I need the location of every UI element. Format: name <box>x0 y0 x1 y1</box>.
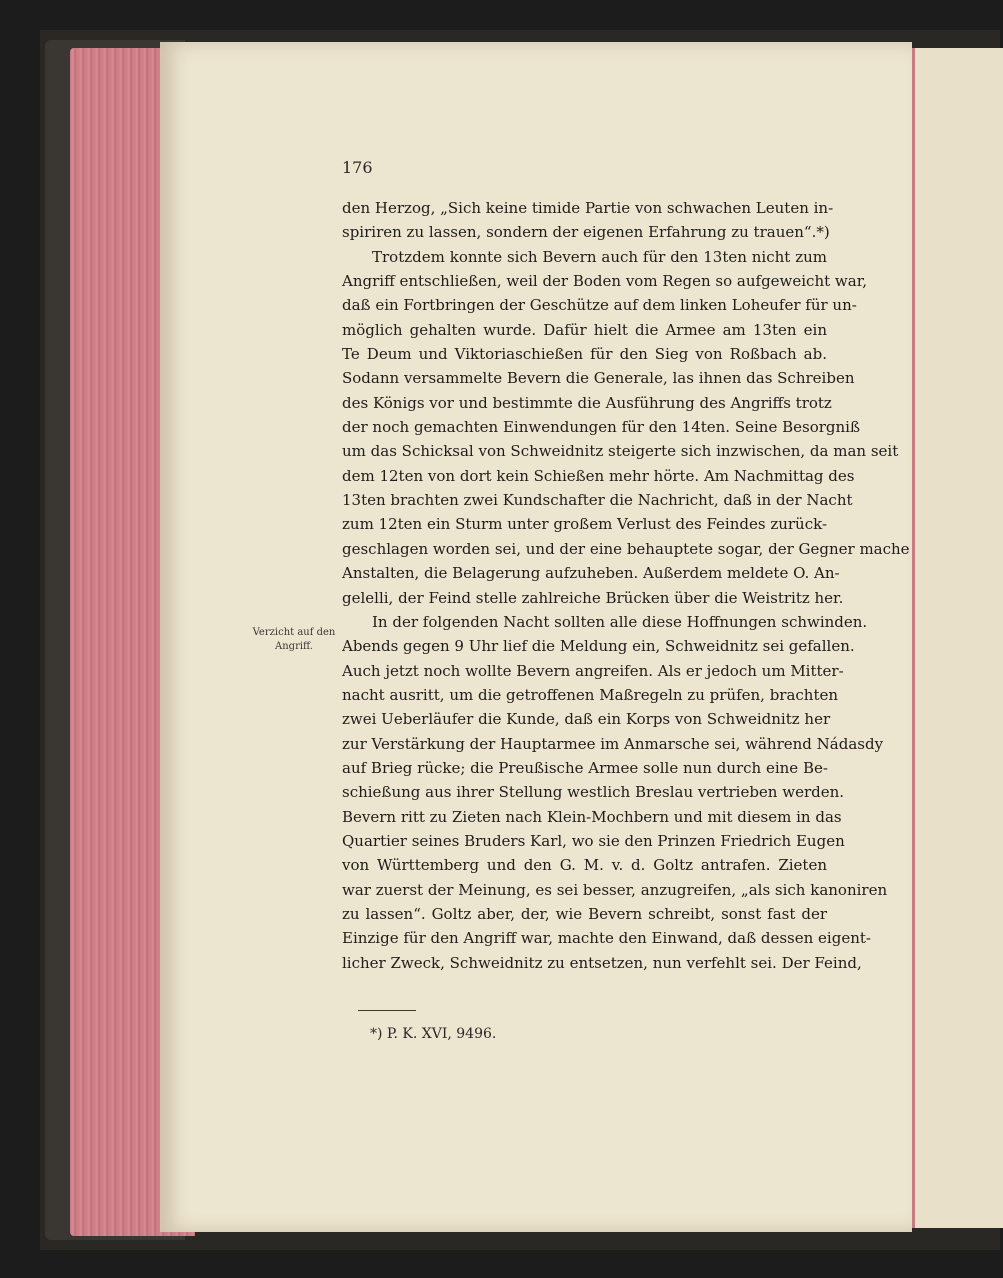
text-line: Anstalten, die Belagerung aufzuheben. Außerdem meldete O. An- <box>342 564 840 583</box>
text-line: Trotzdem konnte sich Bevern auch für den 13ten nicht zum <box>372 247 827 266</box>
text-line: zu lassen“. Goltz aber, der, wie Bevern schreibt, sonst fast der <box>342 904 827 923</box>
footnote: *) P. K. XVI, 9496. <box>370 1026 497 1042</box>
text-line: war zuerst der Meinung, es sei besser, anzugreifen, „als sich kanoniren <box>342 880 888 899</box>
body-text <box>342 196 910 975</box>
text-line: zum 12ten ein Sturm unter großem Verlust des Feindes zurück- <box>342 515 828 534</box>
text-line: Auch jetzt noch wollte Bevern angreifen. Als er jedoch um Mitter- <box>342 661 844 680</box>
text-line: von Württemberg und den G. M. v. d. Goltz antrafen. Zieten <box>342 856 827 875</box>
text-line: schießung aus ihrer Stellung westlich Breslau vertrieben werden. <box>342 783 845 802</box>
text-line: spiriren zu lassen, sondern der eigenen Erfahrung zu trauen“.*) <box>342 223 830 242</box>
text-line: Te Deum und Viktoriaschießen für den Sieg von Roßbach ab. <box>342 345 827 364</box>
text-line: möglich gehalten wurde. Dafür hielt die Armee am 13ten ein <box>342 320 827 339</box>
text-line: daß ein Fortbringen der Geschütze auf dem linken Loheufer für un- <box>342 296 857 315</box>
text-line: dem 12ten von dort kein Schießen mehr hörte. Am Nachmittag des <box>342 466 855 485</box>
text-line: Bevern ritt zu Zieten nach Klein-Mochbern und mit diesem in das <box>342 807 842 826</box>
text-line: nacht ausritt, um die getroffenen Maßregeln zu prüfen, brachten <box>342 685 839 704</box>
footnote-rule <box>358 1010 416 1011</box>
marginal-note: Verzicht auf den Angriff. <box>252 627 336 652</box>
text-line: den Herzog, „Sich keine timide Partie von schwachen Leuten in- <box>342 199 834 217</box>
text-line: auf Brieg rücke; die Preußische Armee solle nun durch eine Be- <box>342 758 828 777</box>
text-line: gelelli, der Feind stelle zahlreiche Brücken über die Weistritz her. <box>342 588 844 607</box>
text-line: der noch gemachten Einwendungen für den 14ten. Seine Besorgniß <box>342 418 860 437</box>
next-page-edge <box>912 48 1003 1228</box>
text-line: zur Verstärkung der Hauptarmee im Anmarsche sei, während Nádasdy <box>342 734 884 753</box>
text-line: 13ten brachten zwei Kundschafter die Nachricht, daß in der Nacht <box>342 491 853 510</box>
text-line: Angriff entschließen, weil der Boden vom Regen so aufgeweicht war, <box>342 272 867 291</box>
text-line: Einzige für den Angriff war, machte den Einwand, daß dessen eigent- <box>342 929 871 948</box>
text-line: des Königs vor und bestimmte die Ausführung des Angriffs trotz <box>342 393 832 412</box>
text-line: licher Zweck, Schweidnitz zu entsetzen, nun verfehlt sei. Der Feind, <box>342 953 862 972</box>
text-line: Sodann versammelte Bevern die Generale, las ihnen das Schreiben <box>342 369 855 388</box>
text-line: In der folgenden Nacht sollten alle diese Hoffnungen schwinden. <box>372 612 868 631</box>
text-line: um das Schicksal von Schweidnitz steigerte sich inzwischen, da man seit <box>342 442 899 461</box>
text-line: geschlagen worden sei, und der eine behauptete sogar, der Gegner mache <box>342 539 910 558</box>
text-line: Quartier seines Bruders Karl, wo sie den Prinzen Friedrich Eugen <box>342 831 845 850</box>
text-line: Abends gegen 9 Uhr lief die Meldung ein, Schweidnitz sei gefallen. <box>342 637 855 656</box>
page-number: 176 <box>342 158 373 177</box>
text-line: zwei Ueberläufer die Kunde, daß ein Korps von Schweidnitz her <box>342 710 831 729</box>
